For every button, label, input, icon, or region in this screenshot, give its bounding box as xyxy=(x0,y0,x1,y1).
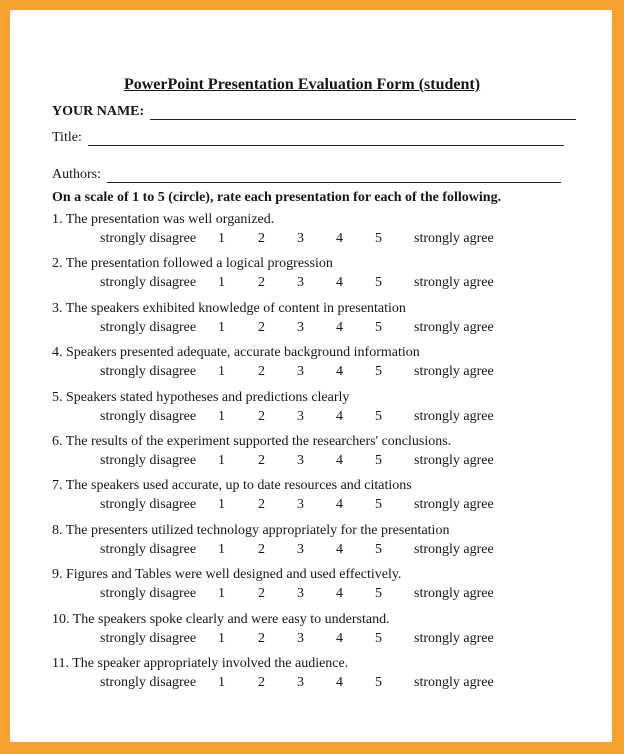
rating-option[interactable]: 2 xyxy=(258,497,265,512)
rating-option[interactable]: 2 xyxy=(258,320,265,335)
scale-high-label: strongly agree xyxy=(414,631,494,646)
rating-option[interactable]: 2 xyxy=(258,364,265,379)
rating-option[interactable]: 5 xyxy=(375,453,382,468)
scale-low-label: strongly disagree xyxy=(100,364,197,379)
rating-option[interactable]: 2 xyxy=(258,542,265,557)
rating-option[interactable]: 3 xyxy=(297,275,304,290)
rating-option[interactable]: 4 xyxy=(336,231,343,246)
rating-option[interactable]: 3 xyxy=(297,542,304,557)
name-label: YOUR NAME: xyxy=(52,104,145,119)
question-text: 1. The presentation was well organized. xyxy=(52,212,275,227)
rating-option[interactable]: 3 xyxy=(297,320,304,335)
rating-option[interactable]: 3 xyxy=(297,675,304,690)
authors-field[interactable] xyxy=(52,167,561,183)
title-line[interactable] xyxy=(88,131,564,146)
instructions: On a scale of 1 to 5 (circle), rate each presentation for each of the following. xyxy=(52,190,502,205)
scale-high-label: strongly agree xyxy=(414,675,494,690)
rating-option[interactable]: 2 xyxy=(258,275,265,290)
rating-option[interactable]: 1 xyxy=(218,231,225,246)
rating-option[interactable]: 5 xyxy=(375,320,382,335)
rating-option[interactable]: 1 xyxy=(218,586,225,601)
rating-option[interactable]: 2 xyxy=(258,231,265,246)
rating-option[interactable]: 3 xyxy=(297,453,304,468)
scale-low-label: strongly disagree xyxy=(100,409,197,424)
scale-low-label: strongly disagree xyxy=(100,497,197,512)
rating-option[interactable]: 5 xyxy=(375,542,382,557)
rating-option[interactable]: 1 xyxy=(218,631,225,646)
name-line[interactable] xyxy=(150,105,576,120)
scale-high-label: strongly agree xyxy=(414,275,494,290)
rating-option[interactable]: 5 xyxy=(375,364,382,379)
rating-option[interactable]: 2 xyxy=(258,409,265,424)
rating-option[interactable]: 2 xyxy=(258,675,265,690)
rating-option[interactable]: 3 xyxy=(297,231,304,246)
rating-option[interactable]: 5 xyxy=(375,497,382,512)
scale-high-label: strongly agree xyxy=(414,320,494,335)
rating-option[interactable]: 5 xyxy=(375,409,382,424)
scale-low-label: strongly disagree xyxy=(100,320,197,335)
question-text: 7. The speakers used accurate, up to date resources and citations xyxy=(52,478,412,493)
scale-low-label: strongly disagree xyxy=(100,542,197,557)
rating-option[interactable]: 4 xyxy=(336,542,343,557)
rating-option[interactable]: 1 xyxy=(218,497,225,512)
rating-option[interactable]: 1 xyxy=(218,364,225,379)
rating-option[interactable]: 3 xyxy=(297,497,304,512)
rating-option[interactable]: 3 xyxy=(297,631,304,646)
rating-option[interactable]: 4 xyxy=(336,453,343,468)
rating-option[interactable]: 2 xyxy=(258,453,265,468)
scale-low-label: strongly disagree xyxy=(100,675,197,690)
rating-option[interactable]: 5 xyxy=(375,231,382,246)
question-text: 9. Figures and Tables were well designed and used effectively. xyxy=(52,567,402,582)
question-text: 2. The presentation followed a logical progression xyxy=(52,256,333,271)
rating-option[interactable]: 1 xyxy=(218,542,225,557)
question-text: 5. Speakers stated hypotheses and predictions clearly xyxy=(52,390,350,405)
name-field[interactable] xyxy=(52,104,576,120)
scale-high-label: strongly agree xyxy=(414,497,494,512)
rating-option[interactable]: 4 xyxy=(336,320,343,335)
rating-option[interactable]: 4 xyxy=(336,497,343,512)
rating-option[interactable]: 1 xyxy=(218,275,225,290)
rating-option[interactable]: 4 xyxy=(336,675,343,690)
rating-option[interactable]: 5 xyxy=(375,586,382,601)
question-text: 3. The speakers exhibited knowledge of content in presentation xyxy=(52,301,406,316)
scale-low-label: strongly disagree xyxy=(100,275,197,290)
scale-high-label: strongly agree xyxy=(414,453,494,468)
question-text: 6. The results of the experiment supported the researchers' conclusions. xyxy=(52,434,452,449)
title-field[interactable] xyxy=(52,130,564,146)
rating-option[interactable]: 3 xyxy=(297,409,304,424)
rating-option[interactable]: 4 xyxy=(336,364,343,379)
rating-option[interactable]: 4 xyxy=(336,586,343,601)
question-text: 11. The speaker appropriately involved the audience. xyxy=(52,656,349,671)
rating-option[interactable]: 1 xyxy=(218,453,225,468)
question-text: 8. The presenters utilized technology appropriately for the presentation xyxy=(52,523,450,538)
rating-option[interactable]: 4 xyxy=(336,409,343,424)
rating-option[interactable]: 3 xyxy=(297,586,304,601)
question-text: 4. Speakers presented adequate, accurate background information xyxy=(52,345,420,360)
rating-option[interactable]: 2 xyxy=(258,586,265,601)
rating-option[interactable]: 5 xyxy=(375,631,382,646)
rating-option[interactable]: 4 xyxy=(336,631,343,646)
scale-high-label: strongly agree xyxy=(414,409,494,424)
scale-low-label: strongly disagree xyxy=(100,586,197,601)
scale-high-label: strongly agree xyxy=(414,586,494,601)
rating-option[interactable]: 1 xyxy=(218,320,225,335)
rating-option[interactable]: 2 xyxy=(258,631,265,646)
rating-option[interactable]: 4 xyxy=(336,275,343,290)
rating-option[interactable]: 1 xyxy=(218,675,225,690)
title-label: Title: xyxy=(52,130,82,145)
form-title: PowerPoint Presentation Evaluation Form (student) xyxy=(123,76,481,93)
question-text: 10. The speakers spoke clearly and were easy to understand. xyxy=(52,612,390,627)
scale-low-label: strongly disagree xyxy=(100,231,197,246)
authors-label: Authors: xyxy=(52,167,101,182)
rating-option[interactable]: 5 xyxy=(375,275,382,290)
scale-high-label: strongly agree xyxy=(414,231,494,246)
scale-low-label: strongly disagree xyxy=(100,631,197,646)
scale-high-label: strongly agree xyxy=(414,364,494,379)
rating-option[interactable]: 5 xyxy=(375,675,382,690)
scale-low-label: strongly disagree xyxy=(100,453,197,468)
rating-option[interactable]: 1 xyxy=(218,409,225,424)
authors-line[interactable] xyxy=(107,168,561,183)
rating-option[interactable]: 3 xyxy=(297,364,304,379)
scale-high-label: strongly agree xyxy=(414,542,494,557)
